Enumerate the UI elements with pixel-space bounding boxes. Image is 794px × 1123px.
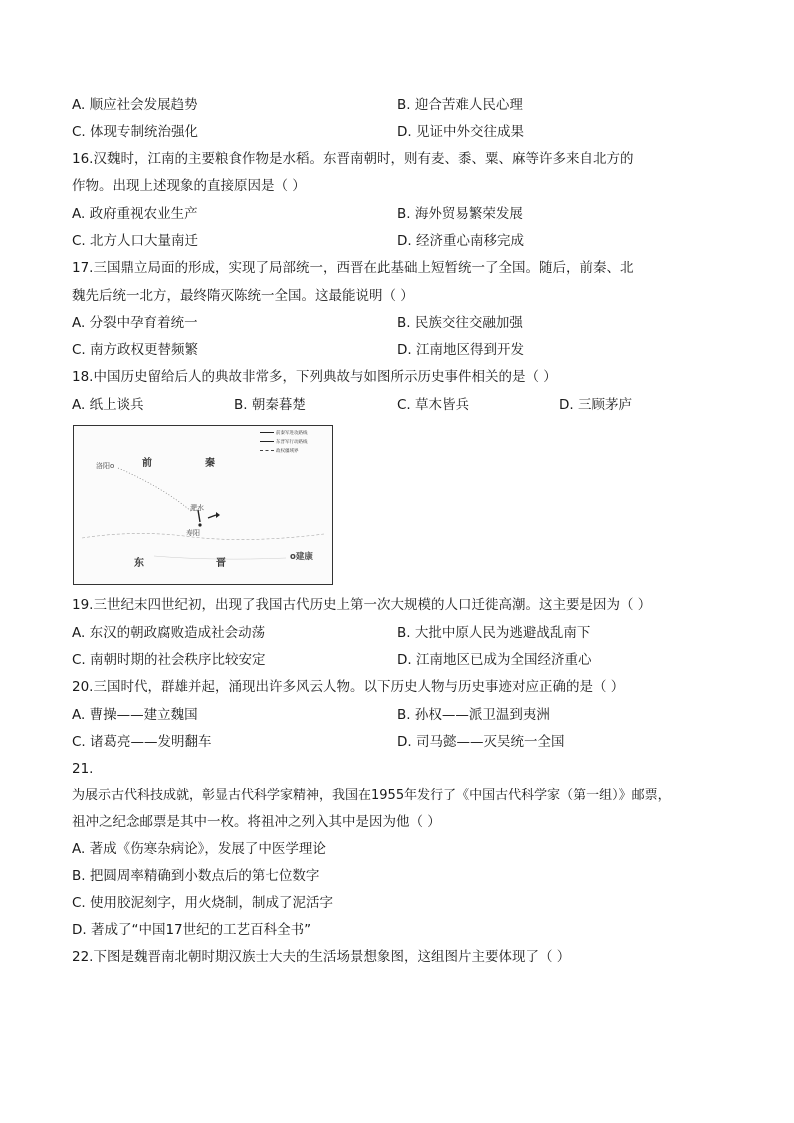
legend-item-qin bbox=[260, 430, 308, 436]
q20-option-c[interactable]: C. 诸葛亮——发明翻车 bbox=[72, 734, 212, 750]
q20-option-b[interactable]: B. 孙权——派卫温到夷洲 bbox=[397, 707, 550, 723]
q17-stem-line1: 17.三国鼎立局面的形成，实现了局部统一，西晋在此基础上短暂统一了全国。随后，前秦、北 bbox=[72, 260, 634, 276]
map-legend bbox=[260, 428, 332, 460]
region-label-qin: 秦 bbox=[205, 458, 215, 469]
q21-option-d[interactable]: D. 著成了“中国17世纪的工艺百科全书” bbox=[72, 922, 312, 938]
region-label-jin: 晋 bbox=[216, 558, 226, 569]
q20-option-a[interactable]: A. 曹操——建立魏国 bbox=[72, 707, 198, 723]
q20-option-d[interactable]: D. 司马懿——灭吴统一全国 bbox=[397, 734, 565, 750]
q19-stem: 19.三世纪末四世纪初，出现了我国古代历史上第一次大规模的人口迁徙高潮。这主要是因为（ ） bbox=[72, 597, 652, 613]
region-label-dong: 东 bbox=[134, 558, 144, 569]
city-luoyang: 洛阳o bbox=[96, 462, 115, 470]
q16-option-a[interactable]: A. 政府重视农业生产 bbox=[72, 206, 198, 222]
q19-option-b[interactable]: B. 大批中原人民为逃避战乱南下 bbox=[397, 625, 591, 641]
dashed-line-icon bbox=[260, 450, 274, 451]
q19-option-a[interactable]: A. 东汉的朝政腐败造成社会动荡 bbox=[72, 625, 266, 641]
q22-stem: 22.下图是魏晋南北朝时期汉族士大夫的生活场景想象图，这组图片主要体现了（ ） bbox=[72, 949, 571, 965]
q19-option-c[interactable]: C. 南朝时期的社会秩序比较安定 bbox=[72, 652, 266, 668]
q21-stem-line2: 祖冲之纪念邮票是其中一枚。将祖冲之列入其中是因为他（ ） bbox=[72, 814, 441, 830]
q17-option-a[interactable]: A. 分裂中孕育着统一 bbox=[72, 315, 198, 331]
feishui-battle-map bbox=[73, 425, 333, 585]
q18-option-b[interactable]: B. 朝秦暮楚 bbox=[234, 397, 306, 413]
q15-option-a[interactable]: A. 顺应社会发展趋势 bbox=[72, 97, 198, 113]
q18-option-d[interactable]: D. 三顾茅庐 bbox=[559, 397, 632, 413]
q17-option-c[interactable]: C. 南方政权更替频繁 bbox=[72, 342, 199, 358]
arrowhead-icon bbox=[216, 512, 220, 518]
q16-option-d[interactable]: D. 经济重心南移完成 bbox=[397, 233, 524, 249]
legend-label-border: 政权疆域界 bbox=[276, 449, 299, 454]
q15-option-c[interactable]: C. 体现专制统治强化 bbox=[72, 124, 199, 140]
city-luoyang-label: 洛阳 bbox=[96, 462, 110, 470]
q17-option-b[interactable]: B. 民族交往交融加强 bbox=[397, 315, 523, 331]
river-feishui-label: 淝水 bbox=[190, 504, 204, 512]
q21-stem-line1: 为展示古代科技成就，彰显古代科学家精神，我国在1955年发行了《中国古代科学家（第一组）》邮票， bbox=[72, 788, 671, 803]
q18-option-a[interactable]: A. 纸上谈兵 bbox=[72, 397, 144, 413]
q15-option-d[interactable]: D. 见证中外交往成果 bbox=[397, 124, 524, 140]
former-qin-route bbox=[118, 468, 192, 512]
region-label-qian: 前 bbox=[142, 458, 152, 469]
q20-stem: 20.三国时代，群雄并起，涌现出许多风云人物。以下历史人物与历史事迹对应正确的是（ ） bbox=[72, 679, 625, 695]
q16-option-b[interactable]: B. 海外贸易繁荣发展 bbox=[397, 206, 523, 222]
city-jiankang: o建康 bbox=[290, 552, 313, 562]
legend-item-jin bbox=[260, 439, 308, 445]
border-line bbox=[82, 533, 324, 539]
q19-option-d[interactable]: D. 江南地区已成为全国经济重心 bbox=[397, 652, 592, 668]
q21-option-b[interactable]: B. 把圆周率精确到小数点后的第七位数字 bbox=[72, 868, 320, 884]
q16-stem-line2: 作物。出现上述现象的直接原因是（ ） bbox=[72, 178, 306, 194]
city-jiankang-label: 建康 bbox=[295, 552, 313, 562]
q16-stem-line1: 16.汉魏时，江南的主要粮食作物是水稻。东晋南朝时，则有麦、黍、粟、麻等许多来自北方的 bbox=[72, 151, 634, 167]
q15-option-b[interactable]: B. 迎合苦难人民心理 bbox=[397, 97, 523, 113]
q21-option-a[interactable]: A. 著成《伤寒杂病论》，发展了中医学理论 bbox=[72, 841, 326, 857]
east-jin-arrow bbox=[208, 515, 216, 518]
city-shouyang-label: 寿阳 bbox=[186, 529, 200, 537]
legend-label-qin: 前秦军进攻路线 bbox=[276, 431, 308, 436]
solid-line-icon bbox=[260, 432, 274, 433]
q16-option-c[interactable]: C. 北方人口大量南迁 bbox=[72, 233, 199, 249]
q18-stem: 18.中国历史留给后人的典故非常多，下列典故与如图所示历史事件相关的是（ ） bbox=[72, 369, 557, 385]
legend-item-border bbox=[260, 448, 299, 454]
q21-option-c[interactable]: C. 使用胶泥刻字，用火烧制，制成了泥活字 bbox=[72, 895, 334, 911]
q21-number: 21. bbox=[72, 761, 94, 777]
q17-option-d[interactable]: D. 江南地区得到开发 bbox=[397, 342, 524, 358]
shouyang-dot bbox=[198, 523, 201, 526]
q17-stem-line2: 魏先后统一北方，最终隋灭陈统一全国。这最能说明（ ） bbox=[72, 288, 414, 304]
q18-option-c[interactable]: C. 草木皆兵 bbox=[397, 397, 470, 413]
legend-label-jin: 东晋军行动路线 bbox=[276, 440, 308, 445]
arrow-line-icon bbox=[260, 441, 274, 442]
